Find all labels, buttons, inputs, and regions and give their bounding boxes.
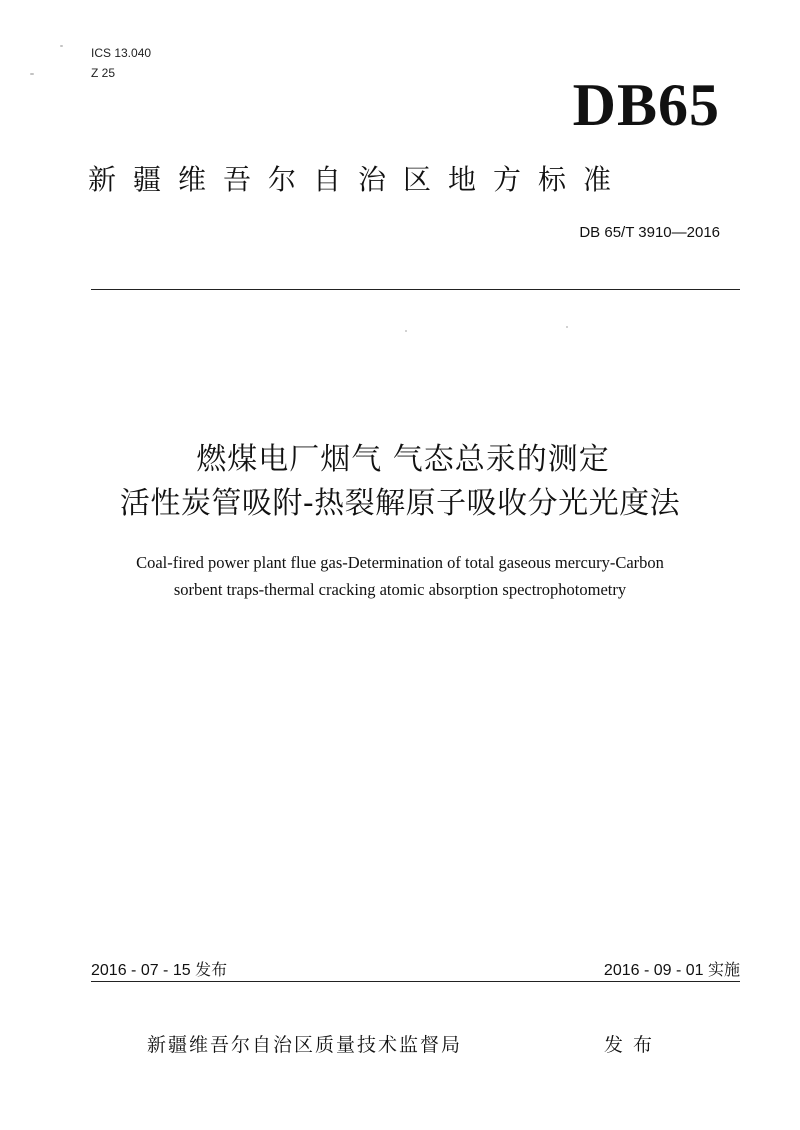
english-title-line-2: sorbent traps-thermal cracking atomic absorption spectrophotometry (173, 580, 627, 599)
scan-speck (30, 73, 34, 75)
scan-speck (60, 45, 63, 47)
scan-speck (405, 330, 407, 332)
scan-speck (566, 326, 568, 328)
classification-codes (91, 43, 151, 83)
standard-number: DB 65/T 3910—2016 (579, 224, 720, 241)
issuing-authority: 新疆维吾尔自治区质量技术监督局 (147, 1034, 463, 1056)
standard-code: DB65 (572, 72, 720, 138)
chinese-title (0, 438, 800, 526)
header-divider (91, 289, 740, 290)
english-title-line-1: Coal-fired power plant flue gas-Determination of total gaseous mercury-Carbon (136, 553, 664, 572)
ics-code: ICS 13.040 (91, 46, 152, 60)
chinese-title-line-2: 活性炭管吸附-热裂解原子吸收分光光度法 (119, 486, 681, 521)
standard-type: 新疆维吾尔自治区地方标准 (88, 163, 629, 196)
ccs-code: Z 25 (91, 66, 116, 80)
footer-divider (91, 981, 740, 982)
english-title (0, 549, 800, 603)
implementation-date: 2016 - 09 - 01 实施 (603, 962, 740, 979)
issue-label: 发布 (604, 1034, 663, 1056)
issue-date: 2016 - 07 - 15 发布 (91, 962, 228, 979)
chinese-title-line-1: 燃煤电厂烟气 气态总汞的测定 (196, 442, 610, 477)
